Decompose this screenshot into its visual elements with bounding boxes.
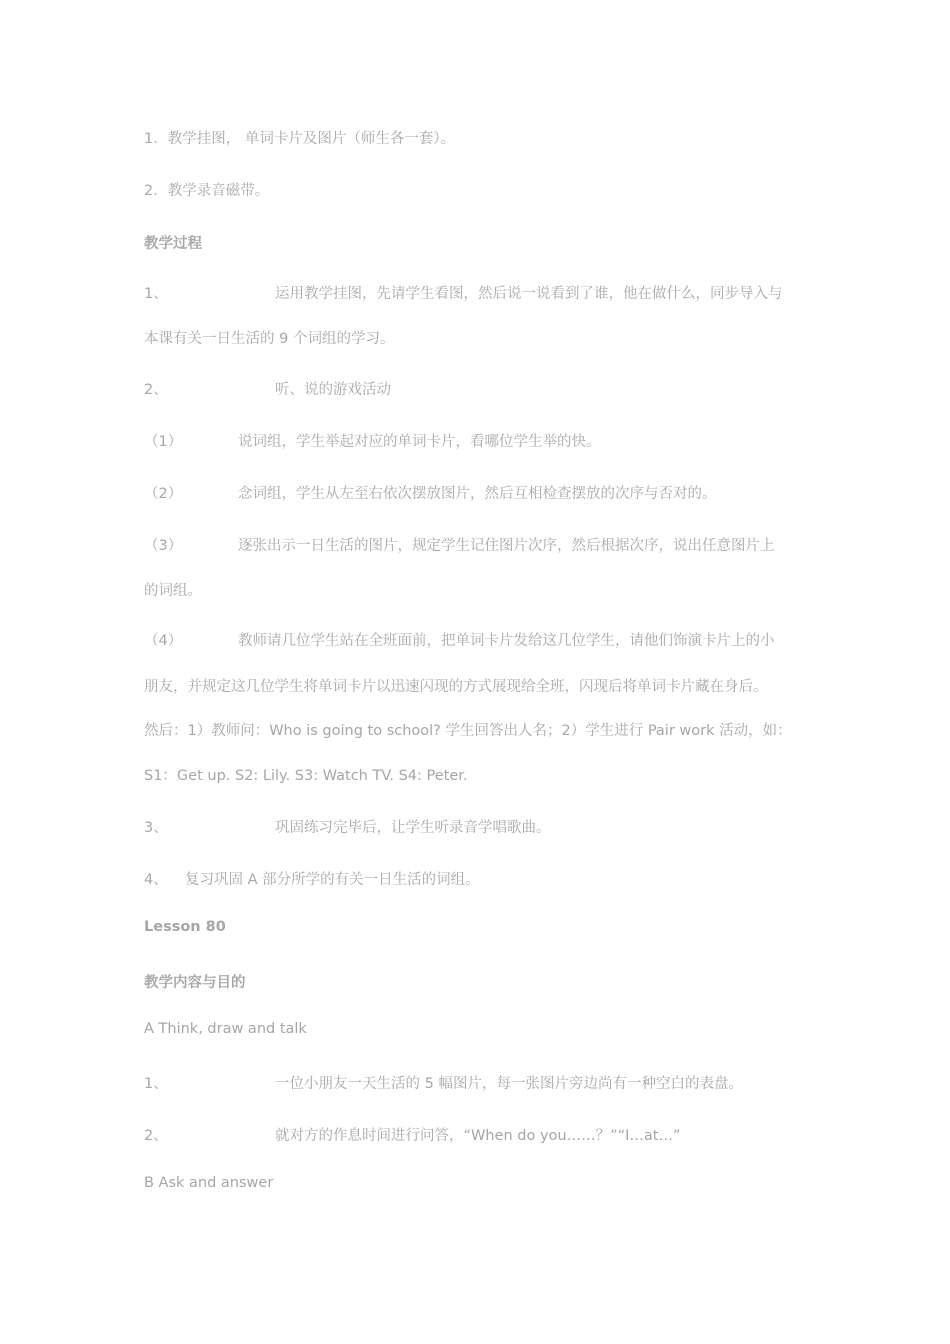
sub-step-number: （4）	[144, 633, 183, 649]
sub-step-4-continuation-1: 朋友，并规定这几位学生将单词卡片以迅速闪现的方式展现给全班，闪现后将单词卡片藏在身后。	[144, 679, 768, 695]
sub-step-number: （3）	[144, 538, 183, 554]
sub-step-3-continuation: 的词组。	[144, 583, 202, 599]
sub-step-4-continuation-3: S1：Get up. S2: Lily. S3: Watch TV. S4: Peter.	[144, 768, 468, 784]
content-heading: 教学内容与目的	[144, 975, 246, 991]
step-3	[144, 816, 551, 837]
step-text: 运用教学挂图，先请学生看图，然后说一说看到了谁，他在做什么，同步导入与	[275, 286, 783, 302]
section-b-title: B Ask and answer	[144, 1175, 274, 1191]
step-number: 1、	[144, 286, 168, 302]
lesson-title: Lesson 80	[144, 919, 226, 935]
section-a-title: A Think, draw and talk	[144, 1021, 307, 1037]
sub-step-text: 逐张出示一日生活的图片，规定学生记住图片次序，然后根据次序，说出任意图片上	[238, 538, 775, 554]
sub-step-number: （1）	[144, 434, 183, 450]
item-text: 一位小朋友一天生活的 5 幅图片，每一张图片旁边尚有一种空白的表盘。	[275, 1076, 743, 1092]
step-number: 2、	[144, 382, 168, 398]
step-text: 听、说的游戏活动	[275, 382, 391, 398]
sub-step-4	[144, 629, 775, 650]
materials-item-2: 2．教学录音磁带。	[144, 183, 270, 199]
sub-step-4-continuation-2: 然后：1）教师问：Who is going to school? 学生回答出人名；2）学生进行 Pair work 活动，如：	[144, 723, 792, 739]
section-a-item-2	[144, 1124, 680, 1145]
materials-item-1: 1．教学挂图， 单词卡片及图片（师生各一套）。	[144, 131, 456, 147]
item-number: 1、	[144, 1076, 168, 1092]
step-text: 巩固练习完毕后，让学生听录音学唱歌曲。	[275, 820, 551, 836]
step-number: 4、	[144, 872, 168, 888]
sub-step-2	[144, 482, 717, 503]
sub-step-text: 说词组，学生举起对应的单词卡片，看哪位学生举的快。	[238, 434, 601, 450]
sub-step-text: 念词组，学生从左至右依次摆放图片，然后互相检查摆放的次序与否对的。	[238, 486, 717, 502]
process-heading: 教学过程	[144, 236, 202, 252]
step-number: 3、	[144, 820, 168, 836]
sub-step-3	[144, 534, 775, 555]
sub-step-text: 教师请几位学生站在全班面前，把单词卡片发给这几位学生，请他们饰演卡片上的小	[238, 633, 775, 649]
step-text: 复习巩固 A 部分所学的有关一日生活的词组。	[185, 872, 480, 888]
item-text: 就对方的作息时间进行问答，“When do you……？”“I…at…”	[275, 1128, 681, 1144]
step-2	[144, 378, 391, 399]
step-1-continuation: 本课有关一日生活的 9 个词组的学习。	[144, 331, 395, 347]
sub-step-1	[144, 430, 601, 451]
sub-step-number: （2）	[144, 486, 183, 502]
step-4	[144, 868, 480, 889]
item-number: 2、	[144, 1128, 168, 1144]
step-1	[144, 282, 783, 303]
section-a-item-1	[144, 1072, 743, 1093]
